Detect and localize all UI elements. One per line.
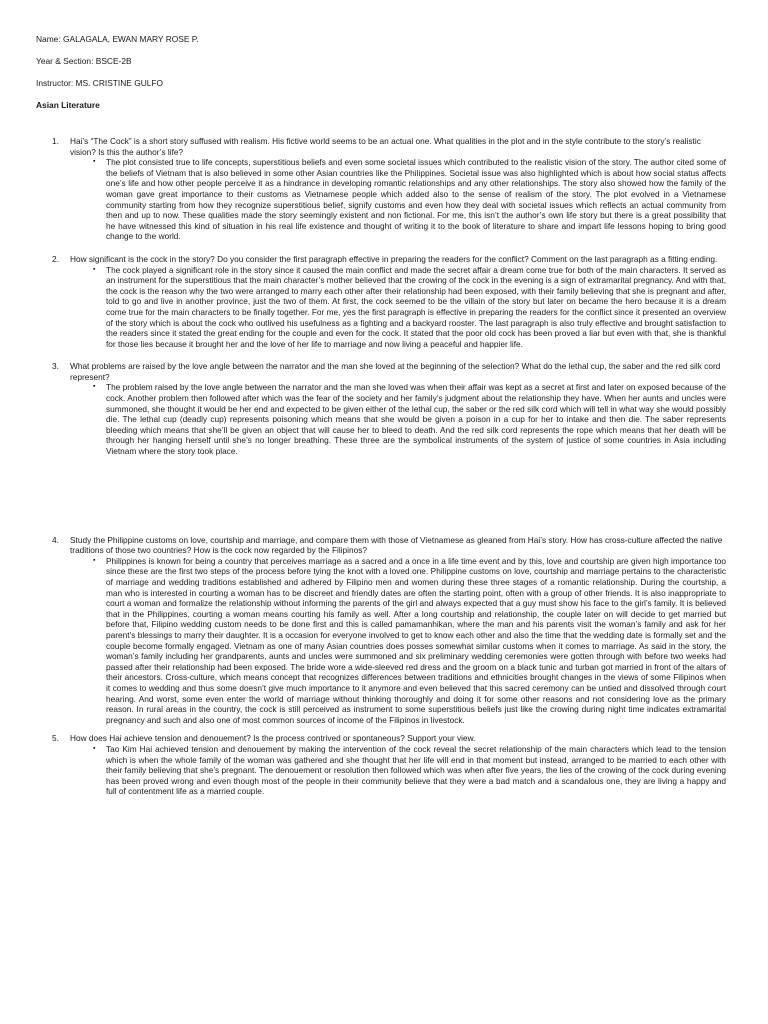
answer-text: Tao Kim Hai achieved tension and denouement by making the intervention of the cock reveal the secret relationship of the main characters which lead to the tension which is when the whole family of the woman was gathered and she thought that her life will end in that moment but instead, arranged to be married to each other with their family believing that she’s pregnant. The denouement or resolution then followed which was when after five years, the lies of the crowing of the cock during evening has been proved wrong and even though most of the people in their community believe that they were a bad match and a scandalous one, they are living a happy and full of contentment life as a married couple. (106, 743, 726, 797)
question-item-3 (36, 361, 726, 456)
document-title: Asian Literature (36, 100, 100, 110)
bullet-icon: ▪ (93, 744, 96, 752)
question-text: Study the Philippine customs on love, courtship and marriage, and compare them with those of Vietnamese as gleaned from Hai’s story. How has cross-culture affected the native traditions of those two countries? How is the cock now regarded by the Filipinos? (70, 534, 723, 556)
bullet-icon: ▪ (93, 158, 96, 166)
question-text: How does Hai achieve tension and denouement? Is the process contrived or spontaneous? Support your view. (70, 733, 476, 744)
student-name: Name: GALAGALA, EWAN MARY ROSE P. (36, 34, 199, 44)
question-item-5 (36, 733, 726, 797)
answer-block (93, 264, 726, 350)
question-number: 1. (52, 136, 59, 146)
question-number: 3. (52, 361, 59, 372)
answer-block (93, 555, 726, 726)
question-item-1 (36, 136, 726, 242)
answer-block (93, 382, 726, 457)
answer-text: The plot consisted true to life concepts, superstitious beliefs and even some societal issues which contributed to the realistic vision of the story. The author cited some of the beliefs of Vietnam that is also believed in some other Asian countries like the Philippines. Societal issue was also highlighted which is about how social status affects one’s life and how other people perceive it as a hindrance in developing romantic relationships and any other relationships. The story also showed how the family of the woman gave great importance to their customs as Vietnamese people which added also to the sense of realism of the story. The plot evolved in a Vietnamese community starting from how they recognize superstitious belief, signify customs and even how they deal with societal issues which reflects an actual community from then and up to now. These qualities made the story seemingly existent and non fictional. For me, this isn’t the author’s own life story but there is a great possibility that he have witnessed this kind of situation in his real life existence and thought of writing it to the book of literature to share and impart life lessons hoping to bring good change to the world. (106, 157, 726, 242)
question-number: 4. (52, 534, 59, 545)
question-number: 2. (52, 253, 59, 264)
answer-text: Philippines is known for being a country that perceives marriage as a sacred and a once in a life time event and by this, love and courtship are given high importance too since these are the first two steps of the process before tying the knot with a loved one. Philippine customs on love, courtship and marriage pertains to the characteristic of marriage and wedding traditions established and adhered by Filipino men and women during these three stages of a romantic relationship. During the courtship, a man who is interested in courting a woman has to be discreet and friendly dates are often the starting point, often with a group of other friends. It is also inappropriate to court a woman and formalize the relationship without informing the parents of the girl and always expected that a guy must show his face to the girl’s family. It is believed that in the Philippines, courting a woman means courting his family as well. After a long courtship and relationship, the couple later on will decide to get married but before that, Filipino wedding custom needs to be done first and this is called pamamanhikan, where the man and his parents visit the woman’s family and ask for her parent’s blessings to marry their daughter. It is a occasion for everyone involved to get to know each other and also the time that the wedding date is formally set and the couple become formally engaged. Vietnam as one of many Asian countries does posses somewhat similar customs when it comes to marriage. As said in the story, the woman’s family including her grandparents, aunts and uncles were summoned and six preliminary wedding ceremonies were gotten through with before two weeks had passed after their relationship had been exposed. The bride wore a wide-sleeved red dress and the groom on a black tunic and turban got married in front of the altars of their ancestors. Cross-culture, which means concept that recognizes differences between traditions and ethnicities brought changes in the views of some Filipinos when it comes to wedding and thus some doesn’t give much importance to it anymore and even believed that this sacred ceremony can be untied and dissolved through court hearing. And worst, some even enter the world of marriage without thinking thoroughly and doing it for some other reasons and not considering love as the primary reason. In rural areas in the country, the cock is still perceived as instrument to some superstitious beliefs just like the crowing during night time indicates extramarital pregnancy and such and also one of most common sources of income of the Filipinos in livestock. (106, 555, 726, 725)
year-section: Year & Section: BSCE-2B (36, 56, 132, 66)
question-number: 5. (52, 733, 59, 744)
bullet-icon: ▪ (93, 383, 96, 391)
question-item-4 (36, 535, 726, 726)
question-text: Hai’s “The Cock” is a short story suffused with realism. His fictive world seems to be an actual one. What qualities in the plot and in the style contribute to the story’s realistic vision? Is this the author’s life? (70, 136, 701, 157)
question-text: How significant is the cock in the story? Do you consider the first paragraph effective in preparing the readers for the conflict? Comment on the last paragraph as a fitting ending. (70, 253, 718, 264)
answer-block (93, 743, 726, 797)
question-item-2 (36, 254, 726, 349)
answer-text: The problem raised by the love angle between the narrator and the man she loved was when their affair was kept as a secret at first and later on exposed because of the cock. Another problem then followed after which was the fear of the society and her family’s judgment about the relationship they have. When her aunts and uncles were summoned, she thought it would be her end and expected to be given either of the lethal cup, the saber or the red silk cord which will tell in what way she would possibly die. The lethal cup (deadly cup) represents poisoning which means that she would be given a poison in a cup for her to intake and then die. The saber represents bleeding which means that she’ll be given an object that will cause her to bleed to death. And the red silk cord represents the rope which means that her death will be through her hanging herself until she’s no longer breathing. These three are the symbolical instruments of the system of justice of some countries in Asia including Vietnam where the story took place. (106, 382, 726, 457)
answer-block (93, 157, 726, 242)
bullet-icon: ▪ (93, 556, 96, 564)
question-text: What problems are raised by the love angle between the narrator and the man she loved at the beginning of the selection? What do the lethal cup, the saber and the red silk cord represent? (70, 361, 721, 382)
answer-text: The cock played a significant role in the story since it caused the main conflict and made the secret affair a dream come true for both of the main characters. It served as an instrument for the superstitious that the main character’s mother believed that the crowing of the cock in the evening is a sign of extramarital pregnancy. And with that, the cock is the reason why the two were arranged to marry each other after their relationship had been exposed, with their family believing that she is pregnant and after, told to go and live in another province, just the two of them. At first, the cock seemed to be the villain of the story but later on became the hero because it is a dream come true for the main characters to be finally together. For me, yes the first paragraph is effective in preparing the readers for the conflict since it presented an overview of the story which is about the cock who outlived his usefulness as a fighting and a backyard rooster. The last paragraph is also truly effective and brought satisfaction to the readers since it stated the great ending for the couple and even for the cock. It stated that the poor old cock has been proved a liar but even with that, she is thankful for those lies because it brought her and the love of her life to marriage and now living a peaceful and happier life. (106, 264, 726, 349)
instructor: Instructor: MS. CRISTINE GULFO (36, 78, 164, 88)
question-list (36, 136, 726, 797)
bullet-icon: ▪ (93, 265, 96, 273)
